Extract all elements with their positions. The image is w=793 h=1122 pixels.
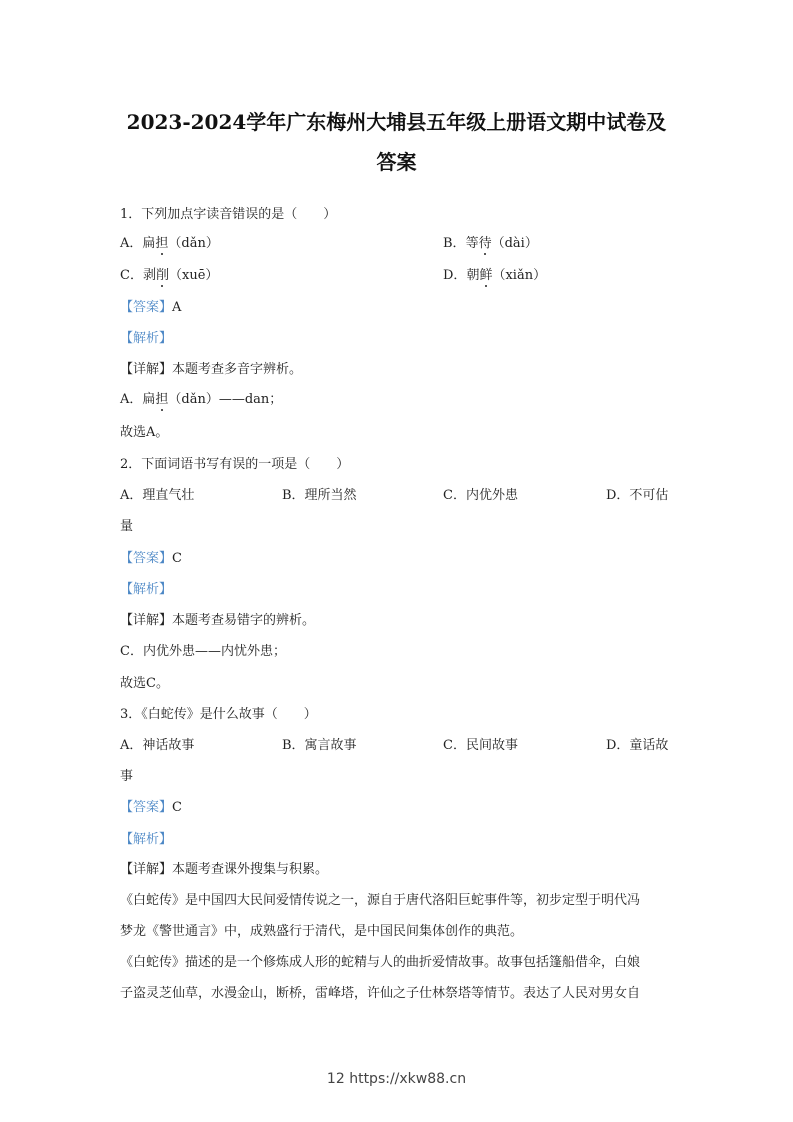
explain-text: A．扁 (120, 392, 156, 407)
answer-tag: 【答案】 (120, 800, 173, 815)
answer-value: C (172, 800, 182, 815)
q2-option-a: A．理直气壮 (120, 488, 195, 503)
dotted-char: 担 (155, 236, 169, 251)
pinyin: （dǎn） (168, 236, 219, 251)
q3-answer (120, 800, 182, 816)
doc-title-line1: 2023-2024学年广东梅州大埔县五年级上册语文期中试卷及 (126, 110, 667, 134)
q3-paragraph-line: 梦龙《警世通言》中，成熟盛行于清代，是中国民间集体创作的典范。 (120, 924, 524, 939)
q3-stem: 3．《白蛇传》是什么故事（ ） (120, 707, 317, 722)
q1-explain (120, 392, 282, 408)
q3-option-d-wrap: 事 (120, 769, 134, 784)
doc-title-line2: 答案 (376, 150, 417, 174)
q1-option-c (120, 268, 218, 284)
option-label: A． (120, 236, 143, 251)
q2-option-d: D．不可估 (606, 488, 669, 503)
pinyin: （dài） (491, 236, 538, 251)
q1-answer (120, 300, 181, 316)
page-number: 12 (326, 1071, 345, 1087)
q3-option-a: A．神话故事 (120, 738, 195, 753)
q2-option-b: B．理所当然 (282, 488, 357, 503)
option-text: 等 (465, 236, 479, 251)
q1-stem: 1．下列加点字读音错误的是（ ） (120, 207, 337, 222)
option-label: B． (443, 236, 466, 251)
q1-analysis-tag: 【解析】 (120, 331, 173, 346)
option-label: C． (120, 268, 143, 283)
q3-paragraph-line: 《白蛇传》描述的是一个修炼成人形的蛇精与人的曲折爱情故事。故事包括篷船借伞，白娘 (120, 955, 641, 970)
q1-conclusion: 故选A。 (120, 425, 169, 440)
page-footer (0, 1071, 793, 1087)
q1-option-d (443, 268, 546, 284)
answer-tag: 【答案】 (120, 300, 173, 315)
q1-option-b (443, 236, 538, 252)
q2-explain: C．内优外患——内忧外患； (120, 644, 286, 659)
pinyin: （xuē） (168, 268, 219, 283)
dotted-char: 削 (155, 268, 169, 283)
q3-paragraph-line: 《白蛇传》是中国四大民间爱情传说之一，源自于唐代洛阳巨蛇事件等，初步定型于明代冯 (120, 893, 641, 908)
option-label: D． (443, 268, 467, 283)
q2-analysis-tag: 【解析】 (120, 582, 173, 597)
q3-detail: 【详解】本题考查课外搜集与积累。 (120, 862, 329, 877)
q1-option-a (120, 236, 219, 252)
option-text: 扁 (142, 236, 156, 251)
footer-url[interactable]: https://xkw88.cn (349, 1071, 467, 1087)
option-text: 朝 (466, 268, 480, 283)
dotted-char: 鲜 (479, 268, 493, 283)
q3-paragraph-line: 子盗灵芝仙草，水漫金山，断桥，雷峰塔，许仙之子仕林祭塔等情节。表达了人民对男女自 (120, 986, 641, 1001)
q2-stem: 2．下面词语书写有误的一项是（ ） (120, 457, 350, 472)
q2-answer (120, 551, 182, 567)
answer-value: A (172, 300, 182, 315)
q1-detail: 【详解】本题考查多音字辨析。 (120, 362, 303, 377)
q3-option-c: C．民间故事 (443, 738, 518, 753)
q2-option-d-wrap: 量 (120, 519, 134, 534)
q3-option-b: B．寓言故事 (282, 738, 357, 753)
option-text: 剥 (142, 268, 156, 283)
q2-conclusion: 故选C。 (120, 676, 169, 691)
answer-tag: 【答案】 (120, 551, 173, 566)
answer-value: C (172, 551, 182, 566)
explain-text: （dǎn）——dan； (168, 392, 283, 407)
q2-option-c: C．内优外患 (443, 488, 518, 503)
pinyin: （xiǎn） (492, 268, 547, 283)
dotted-char: 待 (478, 236, 492, 251)
q2-detail: 【详解】本题考查易错字的辨析。 (120, 613, 316, 628)
q3-analysis-tag: 【解析】 (120, 832, 173, 847)
dotted-char: 担 (155, 392, 169, 407)
q3-option-d: D．童话故 (606, 738, 669, 753)
